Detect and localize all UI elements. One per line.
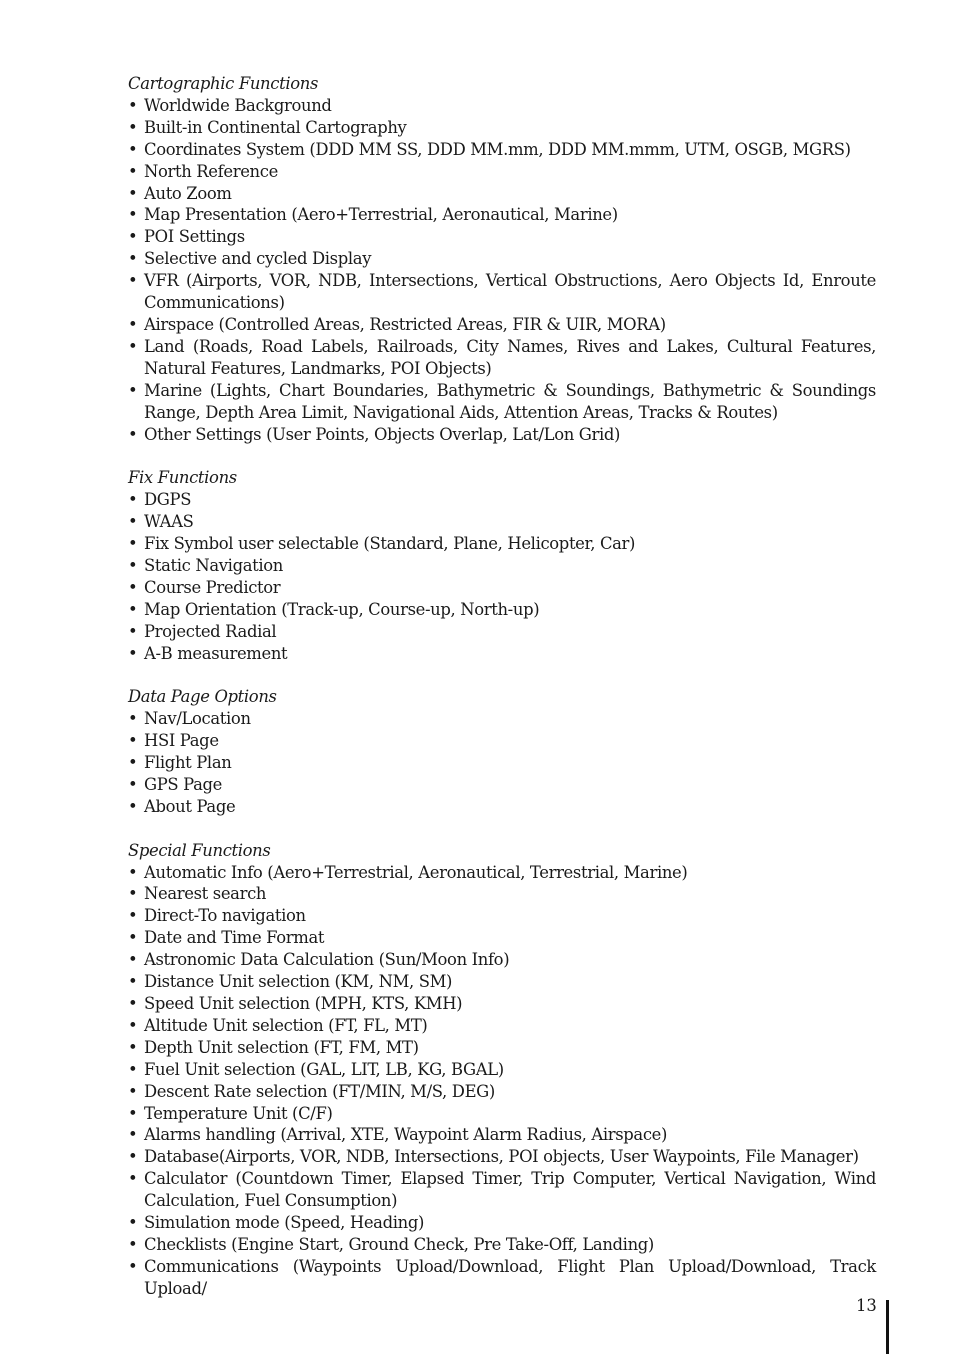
list-item <box>128 993 876 1015</box>
section-heading: Cartographic Functions <box>128 74 319 93</box>
feature-list <box>128 489 876 664</box>
item-text: A-B measurement <box>144 643 288 663</box>
item-text: Calculator (Countdown Timer, Elapsed Timer, Trip Computer, Vertical Navigation, Wind Calculation, Fuel Consumption) <box>144 1169 876 1211</box>
item-text: Selective and cycled Display <box>144 249 372 269</box>
section-cartographic-functions <box>128 73 876 445</box>
bullet: • <box>128 643 138 663</box>
list-item <box>128 796 876 818</box>
bullet: • <box>128 774 138 794</box>
bullet: • <box>128 1103 138 1123</box>
bullet: • <box>128 227 138 247</box>
item-text: North Reference <box>144 161 278 181</box>
feature-list <box>128 95 876 446</box>
bullet: • <box>128 1147 138 1167</box>
item-text: Auto Zoom <box>144 183 232 203</box>
list-item <box>128 314 876 336</box>
list-item <box>128 883 876 905</box>
list-item <box>128 424 876 446</box>
item-text: Map Orientation (Track-up, Course-up, North-up) <box>144 599 540 619</box>
item-text: VFR (Airports, VOR, NDB, Intersections, Vertical Obstructions, Aero Objects Id, Enroute Communications) <box>144 271 876 313</box>
list-item <box>128 708 876 730</box>
bullet: • <box>128 1169 138 1189</box>
bullet: • <box>128 884 138 904</box>
item-text: WAAS <box>144 512 194 532</box>
bullet: • <box>128 380 138 400</box>
bullet: • <box>128 555 138 575</box>
list-item <box>128 95 876 117</box>
item-text: Checklists (Engine Start, Ground Check, Pre Take-Off, Landing) <box>144 1234 654 1254</box>
section-special-functions <box>128 840 876 1300</box>
item-text: Temperature Unit (C/F) <box>144 1103 333 1123</box>
list-item <box>128 1059 876 1081</box>
item-text: Database(Airports, VOR, NDB, Intersections, POI objects, User Waypoints, File Manager) <box>144 1147 859 1167</box>
item-text: Marine (Lights, Chart Boundaries, Bathymetric & Soundings, Bathymetric & Soundings Range, Depth Area Limit, Navigational Aids, Attention Areas, Tracks & Routes) <box>144 380 876 422</box>
bullet: • <box>128 161 138 181</box>
list-item <box>128 139 876 161</box>
page-edge-rule <box>886 1300 889 1354</box>
list-item <box>128 927 876 949</box>
list-item <box>128 1256 876 1300</box>
item-text: Astronomic Data Calculation (Sun/Moon Info) <box>144 950 510 970</box>
list-item <box>128 204 876 226</box>
bullet: • <box>128 731 138 751</box>
bullet: • <box>128 183 138 203</box>
item-text: Built-in Continental Cartography <box>144 117 407 137</box>
page-number: 13 <box>856 1296 877 1315</box>
item-text: Fuel Unit selection (GAL, LIT, LB, KG, BGAL) <box>144 1059 504 1079</box>
section-heading: Special Functions <box>128 840 271 860</box>
item-text: Automatic Info (Aero+Terrestrial, Aeronautical, Terrestrial, Marine) <box>144 862 688 882</box>
list-item <box>128 1212 876 1234</box>
item-text: Direct-To navigation <box>144 906 306 926</box>
item-text: GPS Page <box>144 774 223 794</box>
item-text: HSI Page <box>144 731 219 751</box>
bullet: • <box>128 1125 138 1145</box>
item-text: Land (Roads, Road Labels, Railroads, City Names, Rives and Lakes, Cultural Features, Natural Features, Landmarks, POI Objects) <box>144 336 876 378</box>
item-text: Altitude Unit selection (FT, FL, MT) <box>144 1015 428 1035</box>
list-item <box>128 971 876 993</box>
item-text: Airspace (Controlled Areas, Restricted Areas, FIR & UIR, MORA) <box>144 314 666 334</box>
item-text: Map Presentation (Aero+Terrestrial, Aeronautical, Marine) <box>144 205 618 225</box>
item-text: Descent Rate selection (FT/MIN, M/S, DEG) <box>144 1081 495 1101</box>
list-item <box>128 621 876 643</box>
list-item <box>128 862 876 884</box>
feature-list <box>128 862 876 1300</box>
item-text: Fix Symbol user selectable (Standard, Plane, Helicopter, Car) <box>144 534 636 554</box>
section-fix-functions <box>128 467 876 664</box>
bullet: • <box>128 249 138 269</box>
list-item <box>128 380 876 424</box>
list-item <box>128 1015 876 1037</box>
list-item <box>128 577 876 599</box>
list-item <box>128 489 876 511</box>
item-text: DGPS <box>144 490 192 510</box>
list-item <box>128 183 876 205</box>
bullet: • <box>128 95 138 115</box>
item-text: Distance Unit selection (KM, NM, SM) <box>144 972 453 992</box>
item-text: Flight Plan <box>144 753 232 773</box>
list-item <box>128 336 876 380</box>
list-item <box>128 949 876 971</box>
list-item <box>128 774 876 796</box>
document-body <box>128 73 876 1322</box>
bullet: • <box>128 512 138 532</box>
bullet: • <box>128 753 138 773</box>
bullet: • <box>128 796 138 816</box>
bullet: • <box>128 271 138 291</box>
item-text: Worldwide Background <box>144 95 332 115</box>
list-item <box>128 643 876 665</box>
bullet: • <box>128 950 138 970</box>
item-text: Date and Time Format <box>144 928 325 948</box>
list-item <box>128 270 876 314</box>
bullet: • <box>128 577 138 597</box>
item-text: Communications (Waypoints Upload/Download, Flight Plan Upload/Download, Track Upload/ <box>144 1256 876 1298</box>
bullet: • <box>128 534 138 554</box>
section-heading: Fix Functions <box>128 468 237 488</box>
feature-list <box>128 708 876 818</box>
bullet: • <box>128 424 138 444</box>
list-item <box>128 1103 876 1125</box>
bullet: • <box>128 1256 138 1276</box>
list-item <box>128 1124 876 1146</box>
item-text: Simulation mode (Speed, Heading) <box>144 1213 425 1233</box>
list-item <box>128 730 876 752</box>
bullet: • <box>128 972 138 992</box>
item-text: Depth Unit selection (FT, FM, MT) <box>144 1037 419 1057</box>
list-item <box>128 1234 876 1256</box>
item-text: Alarms handling (Arrival, XTE, Waypoint Alarm Radius, Airspace) <box>144 1125 668 1145</box>
item-text: About Page <box>144 796 236 816</box>
list-item <box>128 1081 876 1103</box>
bullet: • <box>128 117 138 137</box>
bullet: • <box>128 314 138 334</box>
bullet: • <box>128 928 138 948</box>
bullet: • <box>128 1015 138 1035</box>
item-text: Coordinates System (DDD MM SS, DDD MM.mm, DDD MM.mmm, UTM, OSGB, MGRS) <box>144 139 851 159</box>
bullet: • <box>128 205 138 225</box>
item-text: POI Settings <box>144 227 245 247</box>
bullet: • <box>128 336 138 356</box>
list-item <box>128 905 876 927</box>
item-text: Static Navigation <box>144 555 283 575</box>
bullet: • <box>128 862 138 882</box>
bullet: • <box>128 490 138 510</box>
section-heading: Data Page Options <box>128 687 277 707</box>
list-item <box>128 1168 876 1212</box>
list-item <box>128 533 876 555</box>
list-item <box>128 248 876 270</box>
item-text: Nav/Location <box>144 709 251 729</box>
item-text: Course Predictor <box>144 577 281 597</box>
section-data-page-options <box>128 686 876 817</box>
item-text: Nearest search <box>144 884 267 904</box>
list-item <box>128 117 876 139</box>
item-text: Projected Radial <box>144 621 277 641</box>
list-item <box>128 161 876 183</box>
bullet: • <box>128 906 138 926</box>
list-item <box>128 555 876 577</box>
bullet: • <box>128 621 138 641</box>
list-item <box>128 752 876 774</box>
item-text: Other Settings (User Points, Objects Overlap, Lat/Lon Grid) <box>144 424 621 444</box>
list-item <box>128 226 876 248</box>
list-item <box>128 599 876 621</box>
bullet: • <box>128 1234 138 1254</box>
bullet: • <box>128 599 138 619</box>
bullet: • <box>128 1081 138 1101</box>
item-text: Speed Unit selection (MPH, KTS, KMH) <box>144 994 463 1014</box>
bullet: • <box>128 994 138 1014</box>
bullet: • <box>128 1037 138 1057</box>
list-item <box>128 1037 876 1059</box>
list-item <box>128 1146 876 1168</box>
bullet: • <box>128 1059 138 1079</box>
bullet: • <box>128 139 138 159</box>
bullet: • <box>128 1213 138 1233</box>
list-item <box>128 511 876 533</box>
bullet: • <box>128 709 138 729</box>
